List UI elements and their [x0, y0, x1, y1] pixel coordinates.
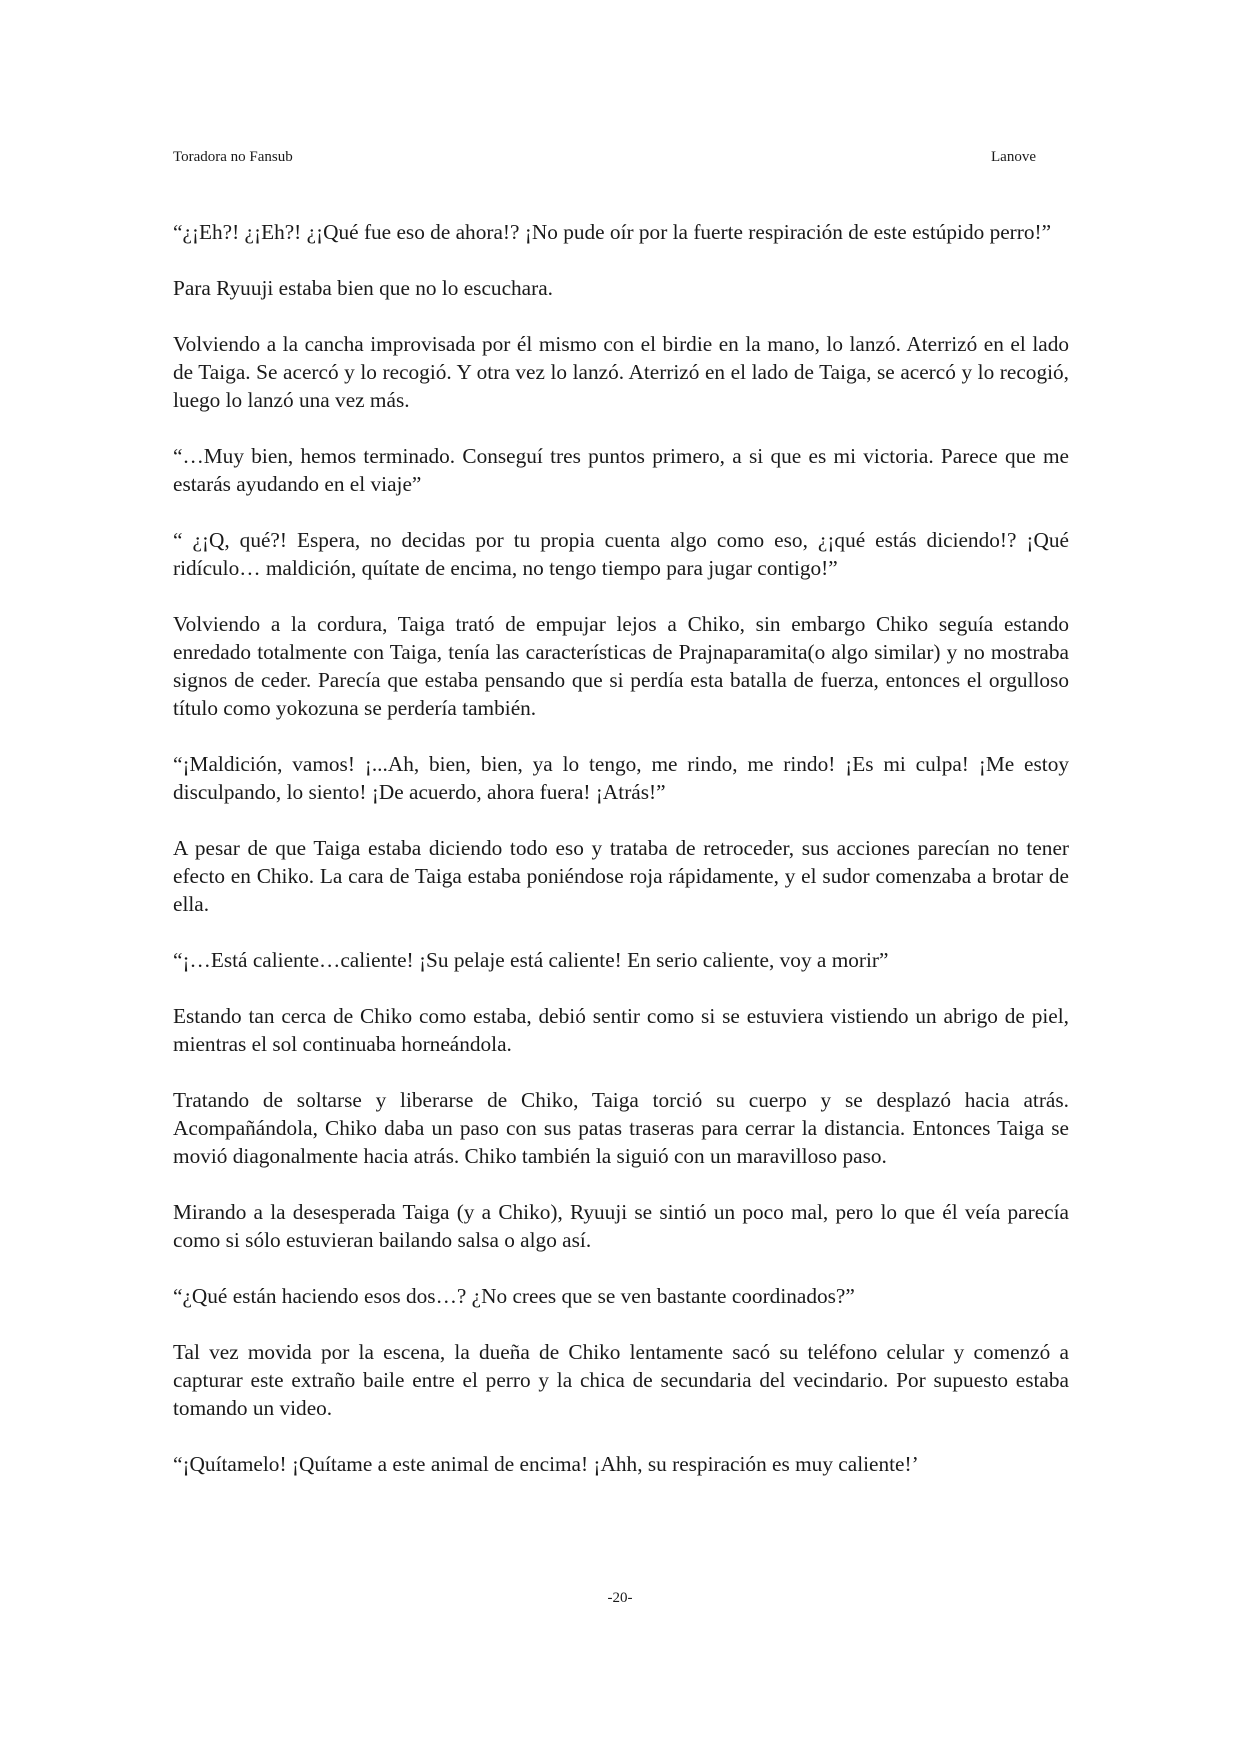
page-header [173, 145, 1036, 169]
paragraph: Mirando a la desesperada Taiga (y a Chiko), Ryuuji se sintió un poco mal, pero lo que él veía parecía como si sólo estuvieran bailando salsa o algo así. [173, 1200, 1069, 1252]
paragraph: Volviendo a la cancha improvisada por él mismo con el birdie en la mano, lo lanzó. Aterrizó en el lado de Taiga. Se acercó y lo recogió. Y otra vez lo lanzó. Aterrizó en el lado de Taiga, se acercó y lo recogió, luego lo lanzó una vez más. [173, 332, 1069, 412]
page-number: -20- [607, 1590, 633, 1606]
paragraph: Para Ryuuji estaba bien que no lo escuchara. [173, 276, 553, 300]
paragraph: “ ¿¡Q, qué?! Espera, no decidas por tu propia cuenta algo como eso, ¿¡qué estás diciendo!? ¡Qué ridículo… maldición, quítate de encima, no tengo tiempo para jugar contigo!” [173, 528, 1069, 580]
paragraph: “¡Maldición, vamos! ¡...Ah, bien, bien, ya lo tengo, me rindo, me rindo! ¡Es mi culpa! ¡Me estoy disculpando, lo siento! ¡De acuerdo, ahora fuera! ¡Atrás!” [173, 752, 1069, 804]
paragraph: Estando tan cerca de Chiko como estaba, debió sentir como si se estuviera vistiendo un abrigo de piel, mientras el sol continuaba horneándola. [173, 1004, 1069, 1056]
header-left-text: Toradora no Fansub [173, 149, 293, 165]
paragraph: “¡…Está caliente…caliente! ¡Su pelaje está caliente! En serio caliente, voy a morir” [173, 948, 889, 972]
body-text [173, 218, 1069, 1506]
paragraph: “…Muy bien, hemos terminado. Conseguí tres puntos primero, a si que es mi victoria. Parece que me estarás ayudando en el viaje” [173, 444, 1069, 496]
paragraph: Tal vez movida por la escena, la dueña de Chiko lentamente sacó su teléfono celular y comenzó a capturar este extraño baile entre el perro y la chica de secundaria del vecindario. Por supuesto estaba tomando un video. [173, 1340, 1069, 1420]
paragraph: “¿Qué están haciendo esos dos…? ¿No crees que se ven bastante coordinados?” [173, 1284, 855, 1308]
page-footer [0, 1588, 1240, 1608]
paragraph: A pesar de que Taiga estaba diciendo todo eso y trataba de retroceder, sus acciones parecían no tener efecto en Chiko. La cara de Taiga estaba poniéndose roja rápidamente, y el sudor comenzaba a brotar de ella. [173, 836, 1069, 916]
paragraph: “¡Quítamelo! ¡Quítame a este animal de encima! ¡Ahh, su respiración es muy caliente!’ [173, 1452, 919, 1476]
paragraph: “¿¡Eh?! ¿¡Eh?! ¿¡Qué fue eso de ahora!? ¡No pude oír por la fuerte respiración de este estúpido perro!” [173, 220, 1052, 244]
header-right-text: Lanove [991, 149, 1036, 165]
paragraph: Tratando de soltarse y liberarse de Chiko, Taiga torció su cuerpo y se desplazó hacia atrás. Acompañándola, Chiko daba un paso con sus patas traseras para cerrar la distancia. Entonces Taiga se movió diagonalmente hacia atrás. Chiko también la siguió con un maravilloso paso. [173, 1088, 1069, 1168]
paragraph: Volviendo a la cordura, Taiga trató de empujar lejos a Chiko, sin embargo Chiko seguía estando enredado totalmente con Taiga, tenía las características de Prajnaparamita(o algo similar) y no mostraba signos de ceder. Parecía que estaba pensando que si perdía esta batalla de fuerza, entonces el orgulloso título como yokozuna se perdería también. [173, 612, 1069, 720]
